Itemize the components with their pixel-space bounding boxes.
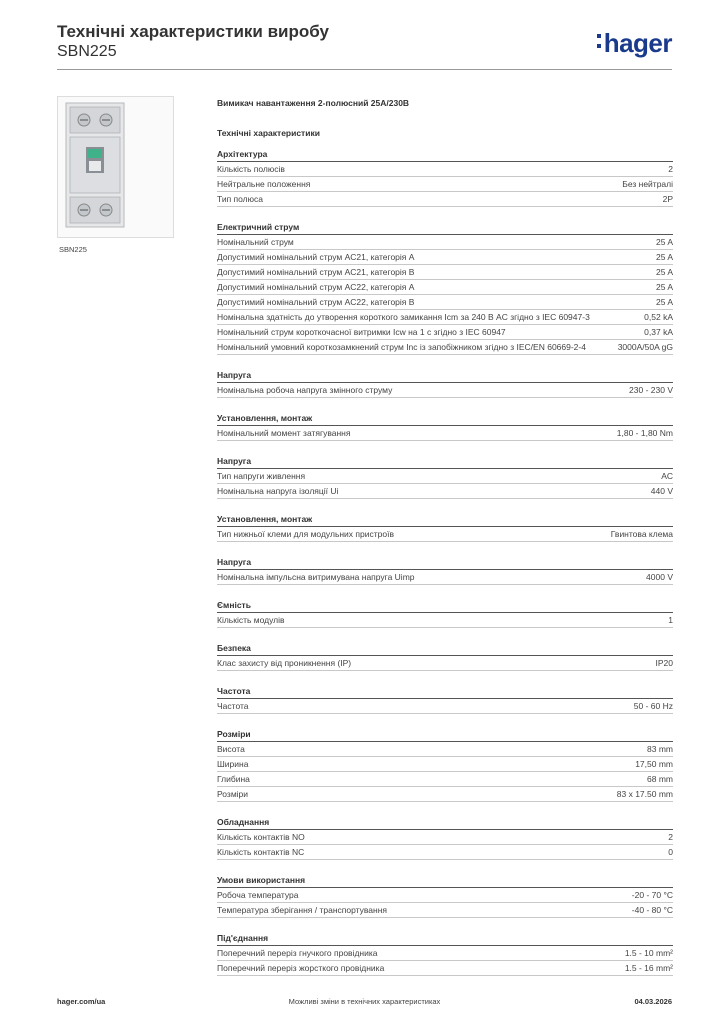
- section-title: Під'єднання: [217, 932, 673, 946]
- hager-logo[interactable]: [597, 28, 672, 59]
- spec-label: Тип полюса: [217, 193, 263, 204]
- spec-row: [217, 295, 673, 310]
- spec-label: Поперечний переріз гнучкого провідника: [217, 947, 378, 958]
- spec-value: 2P: [662, 193, 673, 204]
- section-title: Ємність: [217, 599, 673, 613]
- section-gap: [217, 207, 673, 221]
- spec-row: [217, 340, 673, 355]
- spec-label: Робоча температура: [217, 889, 299, 900]
- spec-value: 2: [668, 831, 673, 842]
- image-caption: SBN225: [59, 245, 87, 254]
- spec-value: 440 V: [650, 485, 673, 496]
- spec-section: [217, 642, 673, 671]
- spec-row: [217, 527, 673, 542]
- spec-value: 2: [668, 163, 673, 174]
- spec-section: [217, 369, 673, 398]
- spec-value: 50 - 60 Hz: [633, 700, 673, 711]
- spec-value: AC: [661, 470, 673, 481]
- spec-label: Номінальна імпульсна витримувана напруга Uimp: [217, 571, 415, 582]
- product-name: Вимикач навантаження 2-полюсний 25А/230В: [217, 98, 410, 108]
- spec-row: [217, 250, 673, 265]
- spec-section: [217, 221, 673, 355]
- footer-date: 04.03.2026: [634, 997, 672, 1006]
- spec-row: [217, 265, 673, 280]
- section-gap: [217, 499, 673, 513]
- spec-row: [217, 177, 673, 192]
- spec-row: [217, 162, 673, 177]
- section-title: Обладнання: [217, 816, 673, 830]
- product-code: SBN225: [57, 43, 117, 60]
- spec-row: [217, 757, 673, 772]
- spec-row: [217, 570, 673, 585]
- spec-label: Розміри: [217, 788, 249, 799]
- footer-disclaimer: Можливі зміни в технічних характеристиках: [288, 997, 441, 1006]
- section-gap: [217, 585, 673, 599]
- spec-value: 1,80 - 1,80 Nm: [616, 427, 673, 438]
- spec-label: Висота: [217, 743, 245, 754]
- spec-row: [217, 742, 673, 757]
- section-title: Архітектура: [217, 148, 673, 162]
- spec-section: [217, 556, 673, 585]
- spec-row: [217, 235, 673, 250]
- spec-value: 3000A/50A gG: [617, 341, 673, 352]
- spec-label: Номінальний струм короткочасної витримки Icw на 1 с згідно з IEC 60947: [217, 326, 506, 337]
- section-title: Напруга: [217, 455, 673, 469]
- header-divider: [57, 69, 672, 70]
- spec-label: Поперечний переріз жорсткого провідника: [217, 962, 385, 973]
- spec-section: [217, 599, 673, 628]
- spec-value: 0,52 kA: [644, 311, 673, 322]
- spec-row: [217, 772, 673, 787]
- spec-label: Клас захисту від проникнення (IP): [217, 657, 352, 668]
- spec-value: 25 A: [655, 251, 673, 262]
- product-image: [57, 96, 174, 238]
- spec-label: Номінальний струм: [217, 236, 294, 247]
- section-gap: [217, 802, 673, 816]
- spec-label: Глибина: [217, 773, 250, 784]
- spec-section: [217, 513, 673, 542]
- circuit-breaker-icon: [58, 97, 173, 237]
- spec-row: [217, 656, 673, 671]
- spec-value: Без нейтралі: [622, 178, 673, 189]
- spec-label: Номінальний умовний короткозамкнений струм Inc із запобіжником згідно з IEC/EN 60669-2-4: [217, 341, 586, 352]
- spec-row: [217, 903, 673, 918]
- spec-row: [217, 961, 673, 976]
- spec-value: 0: [668, 846, 673, 857]
- spec-row: [217, 845, 673, 860]
- spec-section: [217, 932, 673, 976]
- spec-label: Допустимий номінальний струм AC22, категорія A: [217, 281, 415, 292]
- spec-label: Допустимий номінальний струм AC21, категорія B: [217, 266, 415, 277]
- section-title: Умови використання: [217, 874, 673, 888]
- spec-sections: [217, 148, 673, 976]
- spec-row: [217, 787, 673, 802]
- spec-row: [217, 192, 673, 207]
- section-title: Напруга: [217, 369, 673, 383]
- section-title: Установлення, монтаж: [217, 412, 673, 426]
- spec-value: IP20: [655, 657, 673, 668]
- spec-section: [217, 148, 673, 207]
- section-gap: [217, 918, 673, 932]
- spec-value: -40 - 80 °C: [631, 904, 673, 915]
- spec-section: [217, 412, 673, 441]
- spec-row: [217, 383, 673, 398]
- spec-row: [217, 310, 673, 325]
- spec-value: 230 - 230 V: [629, 384, 673, 395]
- spec-row: [217, 484, 673, 499]
- spec-row: [217, 830, 673, 845]
- spec-label: Номінальна напруга ізоляції Ui: [217, 485, 339, 496]
- footer-website-link[interactable]: hager.com/ua: [57, 997, 106, 1006]
- spec-row: [217, 325, 673, 340]
- spec-value: -20 - 70 °C: [631, 889, 673, 900]
- spec-label: Кількість полюсів: [217, 163, 285, 174]
- section-title: Частота: [217, 685, 673, 699]
- section-gap: [217, 398, 673, 412]
- spec-value: 25 A: [655, 281, 673, 292]
- section-gap: [217, 671, 673, 685]
- spec-label: Кількість контактів NO: [217, 831, 305, 842]
- spec-row: [217, 888, 673, 903]
- spec-row: [217, 946, 673, 961]
- spec-section: [217, 874, 673, 918]
- logo-dots-icon: [597, 28, 603, 48]
- spec-section: [217, 685, 673, 714]
- spec-label: Номінальний момент затягування: [217, 427, 351, 438]
- spec-row: [217, 613, 673, 628]
- spec-row: [217, 469, 673, 484]
- spec-label: Ширина: [217, 758, 249, 769]
- spec-value: 17,50 mm: [635, 758, 673, 769]
- spec-value: 1.5 - 10 mm²: [624, 947, 673, 958]
- spec-label: Частота: [217, 700, 249, 711]
- page-header: [57, 22, 329, 62]
- section-gap: [217, 441, 673, 455]
- spec-label: Допустимий номінальний струм AC22, категорія B: [217, 296, 415, 307]
- section-title: Безпека: [217, 642, 673, 656]
- spec-label: Температура зберігання / транспортування: [217, 904, 388, 915]
- spec-section: [217, 728, 673, 802]
- section-gap: [217, 628, 673, 642]
- section-gap: [217, 714, 673, 728]
- spec-label: Тип нижньої клеми для модульних пристроїв: [217, 528, 394, 539]
- spec-label: Кількість модулів: [217, 614, 285, 625]
- spec-value: 25 A: [655, 266, 673, 277]
- spec-label: Допустимий номінальний струм AC21, категорія A: [217, 251, 415, 262]
- section-title: Розміри: [217, 728, 673, 742]
- spec-value: 4000 V: [646, 571, 673, 582]
- spec-value: 0,37 kA: [644, 326, 673, 337]
- spec-label: Номінальна робоча напруга змінного струму: [217, 384, 393, 395]
- spec-value: 25 A: [655, 236, 673, 247]
- spec-value: 25 A: [655, 296, 673, 307]
- section-title: Напруга: [217, 556, 673, 570]
- spec-section: [217, 816, 673, 860]
- spec-content: [217, 96, 673, 976]
- section-gap: [217, 542, 673, 556]
- spec-value: 83 x 17.50 mm: [616, 788, 673, 799]
- section-title: Електричний струм: [217, 221, 673, 235]
- spec-label: Тип напруги живлення: [217, 470, 306, 481]
- spec-value: Гвинтова клема: [610, 528, 673, 539]
- spec-value: 68 mm: [647, 773, 673, 784]
- spec-row: [217, 699, 673, 714]
- spec-value: 1: [668, 614, 673, 625]
- section-gap: [217, 355, 673, 369]
- spec-value: 1.5 - 16 mm²: [624, 962, 673, 973]
- spec-label: Нейтральне положення: [217, 178, 311, 189]
- spec-section: [217, 455, 673, 499]
- spec-row: [217, 426, 673, 441]
- page-title: Технічні характеристики виробу: [57, 22, 329, 41]
- section-gap: [217, 860, 673, 874]
- spec-value: 83 mm: [647, 743, 673, 754]
- spec-label: Номінальна здатність до утворення короткого замикання Icm за 240 В AC згідно з IEC 60947-3: [217, 311, 590, 322]
- specs-heading: Технічні характеристики: [217, 128, 320, 138]
- section-title: Установлення, монтаж: [217, 513, 673, 527]
- spec-row: [217, 280, 673, 295]
- spec-label: Кількість контактів NC: [217, 846, 305, 857]
- logo-text: hager: [603, 28, 672, 58]
